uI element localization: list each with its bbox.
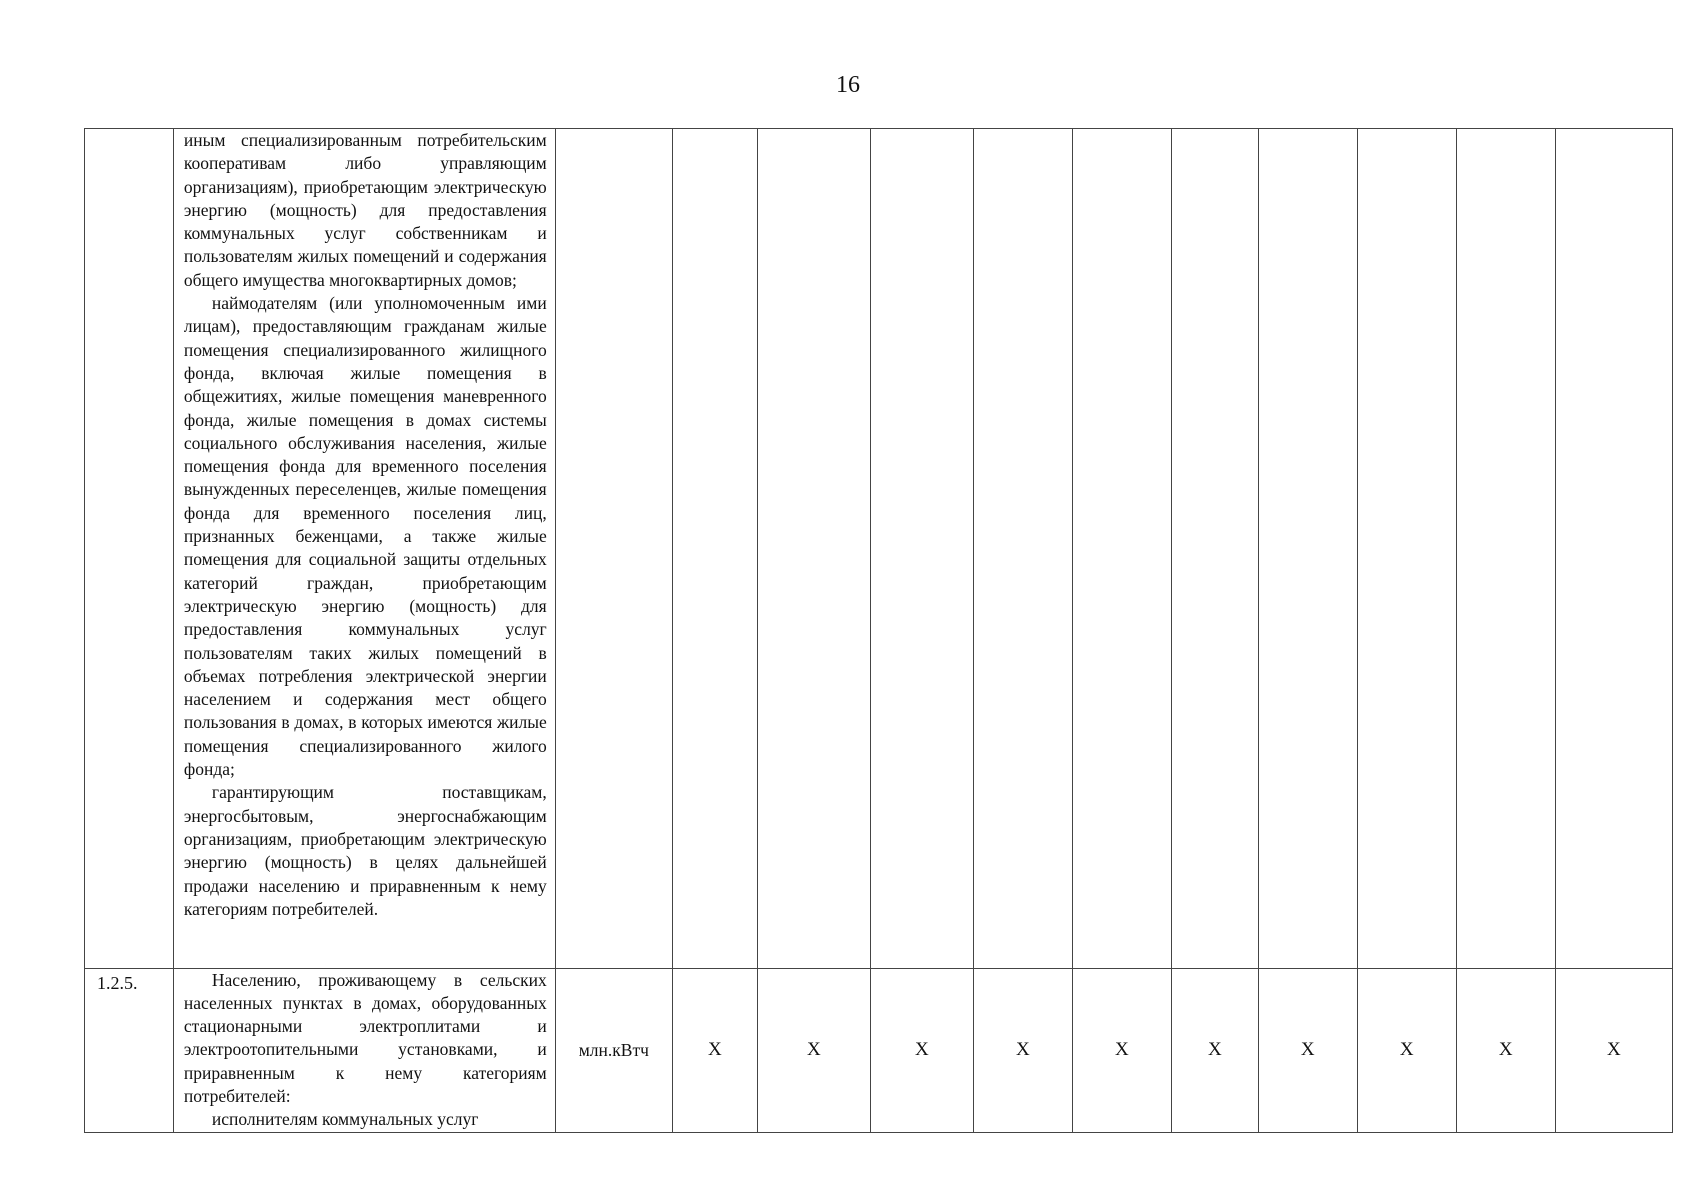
value-cell — [1456, 129, 1555, 969]
value-cell — [1072, 129, 1171, 969]
value-cell: Х — [1456, 968, 1555, 1132]
row-description — [173, 129, 555, 969]
row-number — [85, 129, 174, 969]
value-cell: Х — [1072, 968, 1171, 1132]
value-cell — [672, 129, 757, 969]
value-cell: Х — [1357, 968, 1456, 1132]
value-cell — [973, 129, 1072, 969]
value-cell: Х — [1171, 968, 1258, 1132]
table-row — [85, 129, 1673, 969]
value-cell: Х — [870, 968, 973, 1132]
row-description — [173, 968, 555, 1132]
document-table — [84, 128, 1673, 1133]
page-number: 16 — [836, 72, 860, 98]
value-cell — [1171, 129, 1258, 969]
value-cell: Х — [973, 968, 1072, 1132]
table-row — [85, 968, 1673, 1132]
value-cell — [1357, 129, 1456, 969]
value-cell: Х — [757, 968, 870, 1132]
description-paragraph: наймодателям (или уполномоченным ими лицам), предоставляющим гражданам жилые помещения специализированного жилищного фонда, включая жилые помещения в общежитиях, жилые помещения маневренного фонда, жилые помещения в домах системы социального обслуживания населения, жилые помещения фонда для временного поселения вынужденных переселенцев, жилые помещения фонда для временного поселения лиц, признанных беженцами, а также жилые помещения для социальной защиты отдельных категорий граждан, приобретающим электрическую энергию (мощность) для предоставления коммунальных услуг пользователям таких жилых помещений в объемах потребления электрической энергии населением и содержания мест общего пользования в домах, в которых имеются жилые помещения специализированного жилого фонда; — [183, 293, 547, 780]
value-cell — [1258, 129, 1357, 969]
description-paragraph: иным специализированным потребительским кооперативам либо управляющим организациям), приобретающим электрическую энергию (мощность) для предоставления коммунальных услуг собственникам и пользователям жилых помещений и содержания общего имущества многоквартирных домов; — [183, 130, 547, 290]
description-paragraph: Населению, проживающему в сельских населенных пунктах в домах, оборудованных стационарными электроплитами и электроотопительными установками, и приравненным к нему категориям потребителей: — [183, 969, 547, 1107]
unit-cell: млн.кВтч — [555, 968, 672, 1132]
description-paragraph: исполнителям коммунальных услуг — [211, 1109, 479, 1130]
value-cell — [870, 129, 973, 969]
value-cell — [1555, 129, 1672, 969]
unit-cell — [555, 129, 672, 969]
description-paragraph: гарантирующим поставщикам, энергосбытовым, энергоснабжающим организациям, приобретающим электрическую энергию (мощность) в целях дальнейшей продажи населению и приравненным к нему категориям потребителей. — [183, 782, 547, 919]
value-cell: Х — [1555, 968, 1672, 1132]
row-number: 1.2.5. — [85, 968, 174, 1132]
value-cell — [757, 129, 870, 969]
value-cell: Х — [672, 968, 757, 1132]
value-cell: Х — [1258, 968, 1357, 1132]
